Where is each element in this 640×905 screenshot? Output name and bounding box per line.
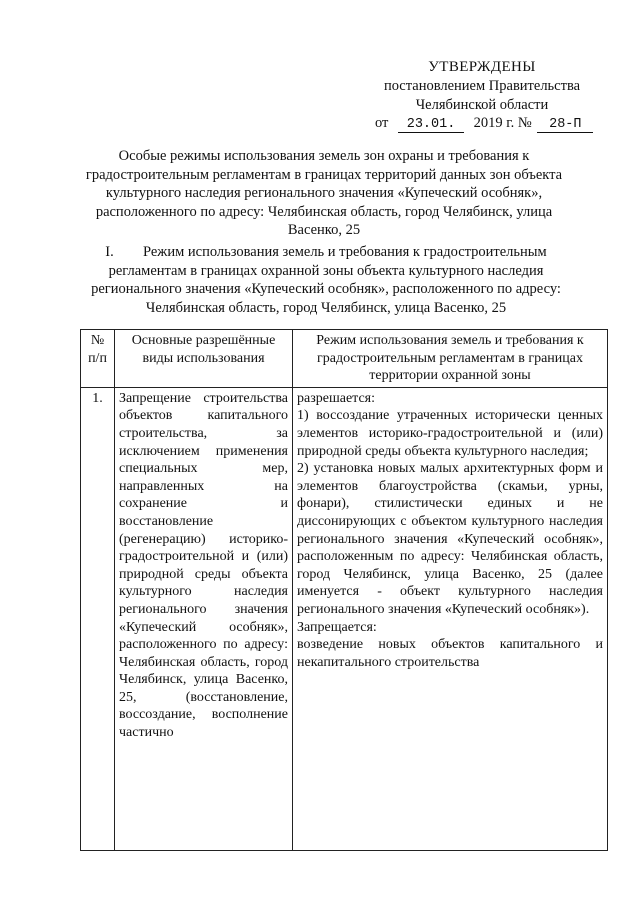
approval-year: 2019 г. №	[473, 115, 532, 131]
approval-block	[362, 58, 602, 115]
approval-line-2: Челябинской области	[415, 97, 549, 113]
section-number: I.	[105, 244, 114, 260]
section-title: Режим использования земель и требования к градостроительным регламентам в границах охранной зоны объекта культурного наследия регионального значения «Купеческий особняк», расположенного по адресу: Челябинская область, город Челябинск, улица Васенко, 25	[91, 244, 561, 316]
approval-number: 28-П	[537, 117, 593, 133]
header-number: № п/п	[81, 330, 115, 388]
allowed-item: 1) воссоздание утраченных исторически ценных элементов историко-градостроительной и (или) природной среды объекта культурного наследия;	[297, 408, 603, 459]
table-row	[81, 387, 608, 850]
row-number: 1.	[81, 387, 115, 850]
header-regime: Режим использования земель и требования к градостроительным регламентам в границах территории охранной зоны	[293, 330, 608, 388]
approval-heading: УТВЕРЖДЕНЫ	[428, 59, 536, 75]
forbidden-text: возведение новых объектов капитального и некапитального строительства	[297, 637, 603, 670]
row-use-type: Запрещение строительства объектов капитального строительства, за исключением применения специальных мер, направленных на сохранение и восстановление (регенерацию) историко-градостроительной и (или) природной среды объекта культурного наследия регионального значения «Купеческий особняк», расположенного по адресу: Челябинская область, город Челябинск, улица Васенко, 25, (восстановление, воссоздание, восполнение частично	[115, 387, 293, 850]
allowed-item: 2) установка новых малых архитектурных форм и элементов благоустройства (скамьи, урны, фонари), стилистически единых и не диссонирующих с объектом культурного наследия регионального значения «Купеческий особняк», расположенным по адресу: Челябинская область, город Челябинск, улица Васенко, 25 (далее именуется - объект культурного наследия регионального значения «Купеческий особняк»).	[297, 461, 603, 617]
table-header-row	[81, 330, 608, 388]
forbidden-label: Запрещается:	[297, 619, 377, 635]
section-heading	[76, 243, 576, 317]
document-title: Особые режимы использования земель зон охраны и требования к градостроительным регламентам в границах территорий данных зон объекта культурного наследия регионального значения «Купеческий особняк», расположенного по адресу: Челябинская область, город Челябинск, улица Васенко, 25	[85, 148, 563, 238]
allowed-label: разрешается:	[297, 390, 375, 406]
approval-line-1: постановлением Правительства	[383, 78, 581, 94]
regulations-table	[80, 329, 608, 851]
header-use-types: Основные разрешённые виды использования	[115, 330, 293, 388]
approval-date-row	[375, 115, 593, 133]
date-prefix: от	[375, 115, 389, 131]
approval-date: 23.01.	[398, 117, 464, 133]
row-regime	[293, 387, 608, 850]
